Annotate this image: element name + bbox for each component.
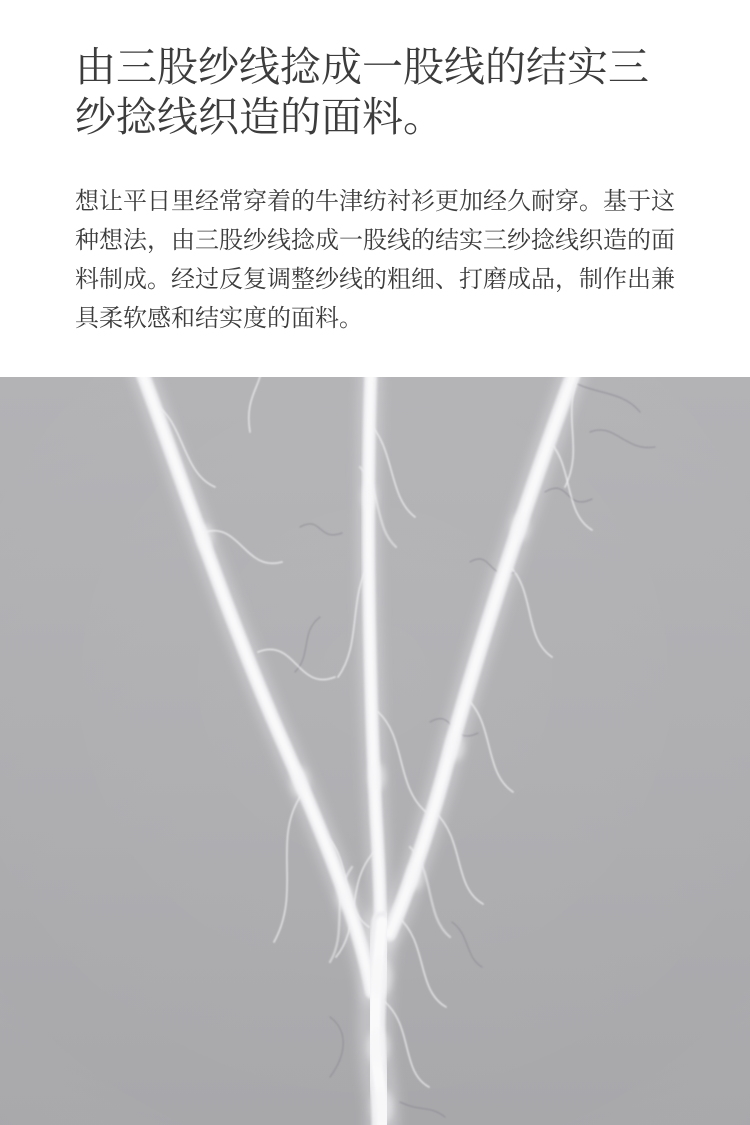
yarn-photo-figure: [0, 377, 750, 1125]
body-line: 种想法，由三股纱线捻成一股线的结实三纱捻线织造的面: [75, 227, 675, 254]
yarn-photo: [0, 377, 750, 1125]
body-line: 料制成。经过反复调整纱线的粗细、打磨成品，制作出兼: [75, 266, 675, 293]
section-heading: [75, 42, 675, 142]
fabric-description-section: [0, 0, 750, 338]
heading-line: 纱捻线织造的面料。: [75, 94, 444, 140]
heading-line: 由三股纱线捻成一股线的结实三: [75, 44, 649, 90]
body-line: 具柔软感和结实度的面料。: [75, 305, 363, 332]
body-line: 想让平日里经常穿着的牛津纺衬衫更加经久耐穿。基于这: [75, 188, 675, 215]
section-body: [75, 182, 675, 338]
